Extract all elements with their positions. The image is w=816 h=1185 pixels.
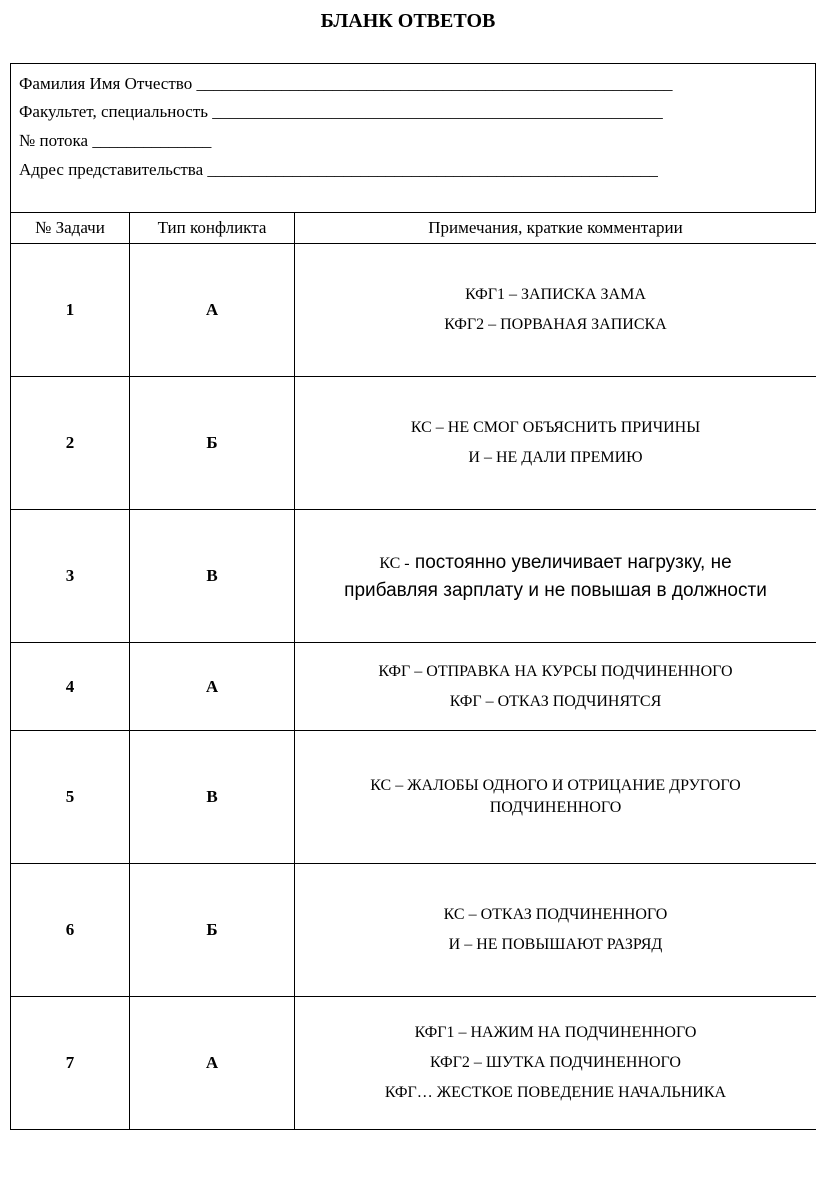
conflict-type: В	[130, 510, 295, 643]
student-info-section	[10, 63, 816, 212]
faculty-label: Факультет, специальность	[19, 102, 209, 121]
table-row	[11, 510, 816, 643]
full-name-label: Фамилия Имя Отчество	[19, 74, 193, 93]
note-line: И – НЕ ДАЛИ ПРЕМИЮ	[468, 449, 643, 466]
task-notes	[295, 377, 816, 510]
answers-table	[10, 212, 816, 1130]
note-line: КФГ2 – ПОРВАНАЯ ЗАПИСКА	[444, 316, 667, 333]
header-conflict-type: Тип конфликта	[130, 213, 295, 244]
note-line: КФГ – ОТПРАВКА НА КУРСЫ ПОДЧИНЕННОГО	[378, 662, 733, 680]
note-line: КФГ – ОТКАЗ ПОДЧИНЯТСЯ	[449, 692, 662, 710]
table-row	[11, 377, 816, 510]
note-line: КФГ1 – ЗАПИСКА ЗАМА	[465, 286, 646, 303]
office-address-label: Адрес представительства	[19, 160, 204, 179]
task-notes	[295, 510, 816, 643]
task-number: 2	[11, 377, 130, 510]
conflict-type: А	[130, 643, 295, 731]
header-notes: Примечания, краткие комментарии	[295, 213, 816, 244]
faculty-blank[interactable]: _____________________________________________________	[212, 102, 663, 121]
conflict-type: А	[130, 997, 295, 1130]
task-notes	[295, 643, 816, 731]
table-header-row	[11, 213, 816, 244]
stream-label: № потока	[19, 131, 89, 150]
note-line: И – НЕ ПОВЫШАЮТ РАЗРЯД	[448, 936, 663, 953]
note-line: КС – ОТКАЗ ПОДЧИНЕННОГО	[443, 906, 668, 923]
task-notes	[295, 864, 816, 997]
task-notes	[295, 244, 816, 377]
note-line: КС – ЖАЛОБЫ ОДНОГО И ОТРИЦАНИЕ ДРУГОГО ПОДЧИНЕННОГО	[370, 777, 741, 816]
task-number: 6	[11, 864, 130, 997]
note-text: постоянно увеличивает нагрузку, не прибавляя зарплату и не повышая в должности	[344, 551, 767, 601]
office-address-line	[19, 160, 658, 180]
conflict-type: В	[130, 731, 295, 864]
table-row	[11, 643, 816, 731]
note-line: КС – НЕ СМОГ ОБЪЯСНИТЬ ПРИЧИНЫ	[410, 419, 701, 436]
task-number: 3	[11, 510, 130, 643]
note-line: КФГ… ЖЕСТКОЕ ПОВЕДЕНИЕ НАЧАЛЬНИКА	[384, 1084, 727, 1101]
full-name-blank[interactable]: ________________________________________________________	[196, 74, 673, 93]
table-row	[11, 731, 816, 864]
full-name-line	[19, 74, 672, 94]
task-number: 5	[11, 731, 130, 864]
task-notes	[295, 997, 816, 1130]
stream-blank[interactable]: ______________	[92, 131, 212, 150]
table-row	[11, 864, 816, 997]
task-number: 4	[11, 643, 130, 731]
conflict-type: Б	[130, 377, 295, 510]
note-prefix: КС -	[379, 554, 410, 572]
task-number: 1	[11, 244, 130, 377]
office-address-blank[interactable]: _____________________________________________________	[207, 160, 658, 179]
header-task-number: № Задачи	[11, 213, 130, 244]
table-row	[11, 997, 816, 1130]
conflict-type: А	[130, 244, 295, 377]
page-title: БЛАНК ОТВЕТОВ	[320, 10, 496, 32]
task-number: 7	[11, 997, 130, 1130]
note-line: КФГ1 – НАЖИМ НА ПОДЧИНЕННОГО	[414, 1024, 697, 1041]
task-notes	[295, 731, 816, 864]
note-line: КФГ2 – ШУТКА ПОДЧИНЕННОГО	[430, 1054, 681, 1071]
conflict-type: Б	[130, 864, 295, 997]
table-row	[11, 244, 816, 377]
stream-line	[19, 131, 211, 151]
faculty-line	[19, 102, 663, 122]
